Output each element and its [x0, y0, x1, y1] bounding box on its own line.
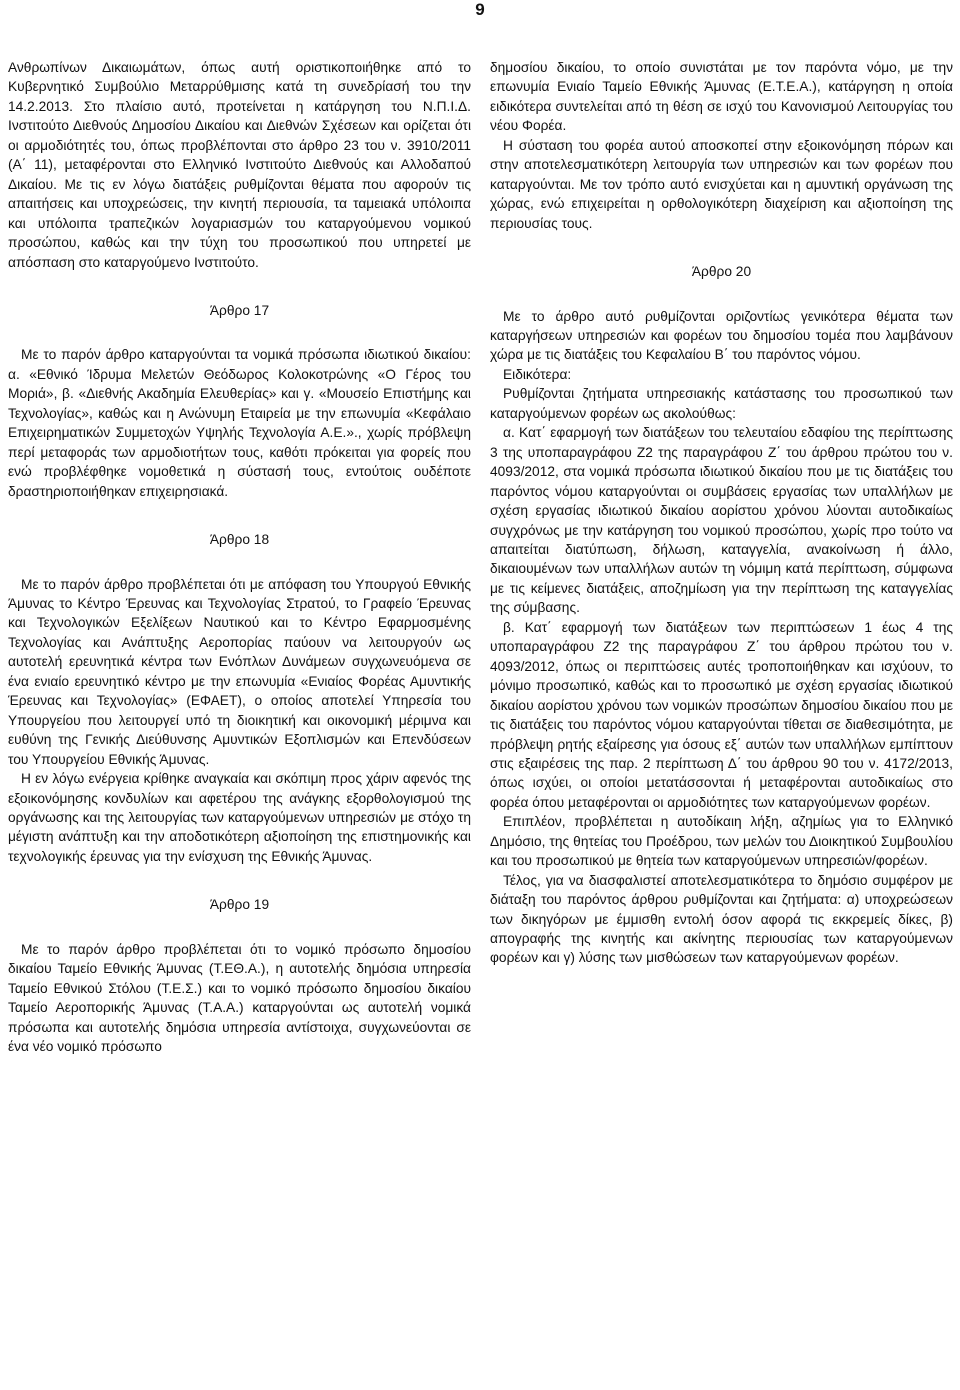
paragraph: Με το παρόν άρθρο καταργούνται τα νομικά πρόσωπα ιδιωτικού δικαίου: α. «Εθνικό Ίδρυμα Μελετών Θεόδωρος Κολοκοτρώνης «Ο Γέρος του Μοριά», β. «Διεθνής Ακαδημία Ελευθερίας» και γ. «Μουσείο Επιστήμης και Τεχνολογίας», καθώς και η Ανώνυμη Εταιρεία με την επωνυμία «Κεφάλαιο Επιχειρηματικών Συμμετοχών Υψηλής Τεχνολογία Α.Ε.»., χωρίς πρόβλεψη περί μεταφοράς των αρμοδιοτήτων τους, καθότι πρόκειται για φορείς που ενώ προβλέφθηκε νομοθετικά η σύστασή τους, εντούτοις ουδέποτε δραστηριοποιήθηκαν επιχειρησιακά.	[8, 347, 471, 499]
article-heading: Άρθρο 19	[209, 897, 270, 913]
article-heading: Άρθρο 17	[209, 302, 270, 318]
paragraph: Τέλος, για να διασφαλιστεί αποτελεσματικότερα το δημόσιο συμφέρον με διάταξη του παρόντος άρθρου ρυθμίζονται και ζητήματα: α) υποχρεώσεων των δικηγόρων με έμμισθη εντολή όσον αφορά τις εκκρεμείς δίκες, β) απογραφής της κινητής και ακίνητης περιουσίας των καταργούμενων φορέων και γ) λύσης των μισθώσεων των καταργούμενων φορέων.	[490, 872, 953, 966]
paragraph: Με το παρόν άρθρο προβλέπεται ότι με απόφαση του Υπουργού Εθνικής Άμυνας το Κέντρο Έρευνας και Τεχνολογίας Στρατού, το Γραφείο Έρευνας και Τεχνολογικών Εξελίξεων Ναυτικού και το Κέντρο Εφαρμοσμένης Τεχνολογίας και Ανάπτυξης Αεροπορίας παύουν να λειτουργούν ως αυτοτελή ερευνητικά κέντρα των Ενόπλων Δυνάμεων συγχωνευόμενα σε ένα ενιαίο ερευνητικό κέντρο με την επωνυμία «Ενιαίος Φορέας Αμυντικής Έρευνας και Τεχνολογίας» (ΕΦΑΕΤ), ο οποίος αποτελεί Υπηρεσία του Υπουργείου που λειτουργεί υπό τη διοικητική και οικονομική μέριμνα και ευθύνη της Γενικής Διεύθυνσης Αμυντικών Εξοπλισμών και Επενδύσεων του Υπουργείου Εθνικής Άμυνας.	[8, 576, 471, 767]
paragraph: Ανθρωπίνων Δικαιωμάτων, όπως αυτή οριστικοποιήθηκε από το Κυβερνητικό Συμβούλιο Μεταρρύθμισης κατά τη συνεδρίασή του την 14.2.2013. Στο πλαίσιο αυτό, προτείνεται η κατάργηση του Ν.Π.Ι.Δ. Ινστιτούτο Διεθνούς Δημοσίου Δικαίου και Διεθνών Σχέσεων και ορίζεται ότι οι αρμοδιότητές του, όπως προβλέπονται στο άρθρο 23 του ν. 3910/2011 (Α΄ 11), μεταφέρονται στο Ελληνικό Ινστιτούτο Διεθνούς και Αλλοδαπού Δικαίου. Με τις εν λόγω διατάξεις ρυθμίζονται θέματα που αφορούν τις απαιτήσεις και υποχρεώσεις, την κινητή περιουσία, τα ταμειακά υπόλοιπα και υπόλοιπα τραπεζικών λογαριασμών του καταργούμενου νομικού προσώπου, καθώς και την τύχη του προσωπικού που υπηρετεί με απόσπαση στο καταργούμενο Ινστιτούτο.	[8, 60, 471, 270]
paragraph: Ρυθμίζονται ζητήματα υπηρεσιακής κατάστασης του προσωπικού των καταργούμενων φορέων ως ακολούθως:	[490, 386, 953, 421]
paragraph: β. Κατ΄ εφαρμογή των διατάξεων των περιπτώσεων 1 έως 4 της υποπαραγράφου Ζ2 της παραγράφου Ζ΄ του άρθρου πρώτου του ν. 4093/2012, όπως οι περιπτώσεις αυτές τροποποιήθηκαν και ισχύουν, το μόνιμο προσωπικό, καθώς και το προσωπικό με σχέση εργασίας ιδιωτικού δικαίου αορίστου χρόνου των νομικών προσώπων δημοσίου δικαίου που με τις διατάξεις του παρόντος νόμου καταργούνται τίθεται σε διαθεσιμότητα, με πρόβλεψη ρητής εξαίρεσης για όσους εξ΄ αυτών των υπαλλήλων εμπίπτουν στις εξαιρέσεις της παρ. 2 περίπτωση Δ΄ του άρθρου 90 του ν. 4172/2013, όπως ισχύει, οι οποίοι μετατάσσονται ή μεταφέρονται αυτοδικαίως στο φορέα όπου μεταφέρονται οι αρμοδιότητες των καταργούμενων φορέων.	[490, 619, 953, 810]
paragraph: Με το παρόν άρθρο προβλέπεται ότι το νομικό πρόσωπο δημοσίου δικαίου Ταμείο Εθνικής Άμυνας (Τ.ΕΘ.Α.), η αυτοτελής δημόσια υπηρεσία Ταμείο Εθνικού Στόλου (Τ.Ε.Σ.) και το νομικό πρόσωπο δημοσίου δικαίου Ταμείο Αεροπορικής Άμυνας (Τ.Α.Α.) καταργούνται ως αυτοτελή νομικά πρόσωπα και αυτοτελής δημόσια υπηρεσία αντίστοιχα, συγχωνεύονται σε ένα νέο νομικό πρόσωπο	[8, 941, 471, 1055]
paragraph: Η εν λόγω ενέργεια κρίθηκε αναγκαία και σκόπιμη προς χάριν αφενός της εξοικονόμησης κονδυλίων και αφετέρου της ανάγκης εξορθολογισμού της οργάνωσης και της λειτουργίας των καταργούμενων υπηρεσιών με στόχο τη μέγιστη ανάπτυξη και την αποδοτικότερη αξιοποίηση της επιστημονικής και τεχνολογικής έρευνας για την ενίσχυση της Εθνικής Άμυνας.	[8, 771, 471, 864]
left-column	[8, 58, 471, 1056]
paragraph: Ειδικότερα:	[503, 366, 572, 382]
paragraph: α. Κατ΄ εφαρμογή των διατάξεων του τελευταίου εδαφίου της περίπτωσης 3 της υποπαραγράφου Ζ2 της παραγράφου Ζ΄ του άρθρου πρώτου του ν. 4093/2012, στα νομικά πρόσωπα ιδιωτικού δικαίου που με τις διατάξεις του παρόντος νόμου καταργούνται οι συμβάσεις εργασίας των υπαλλήλων με σχέση εργασίας ιδιωτικού δικαίου αορίστου χρόνου λύονται αυτοδικαίως συγχρόνως με την κατάργηση του νομικού προσώπου, χωρίς προ τούτο να απαιτείται διατύπωση, δήλωση, καταγγελία, ανακοίνωση ή άλλο, δικαιουμένων των υπαλλήλων αυτών τη νόμιμη κατά περίπτωση, σύμφωνα με τις κείμενες διατάξεις, αποζημίωση για την περίπτωση της καταγγελίας της σύμβασης.	[490, 425, 953, 616]
paragraph: Η σύσταση του φορέα αυτού αποσκοπεί στην εξοικονόμηση πόρων και στην αποτελεσματικότερη λειτουργία των υπηρεσιών και των φορέων που καταργούνται. Με τον τρόπο αυτό ενισχύεται και η αμυντική οργάνωση της χώρας, ενώ επιχειρείται η ορθολογικότερη διαχείριση και αξιοποίηση της περιουσίας τους.	[490, 137, 953, 231]
paragraph: Επιπλέον, προβλέπεται η αυτοδίκαιη λήξη, αζημίως για το Ελληνικό Δημόσιο, της θητείας του Προέδρου, των μελών του Διοικητικού Συμβουλίου και του προσωπικού με θητεία των καταργούμενων υπηρεσιών/φορέων.	[490, 814, 953, 869]
right-column	[490, 58, 953, 968]
paragraph: Με το άρθρο αυτό ρυθμίζονται οριζοντίως γενικότερα θέματα των καταργήσεων υπηρεσιών και φορέων του δημοσίου τομέα που λαμβάνουν χώρα με τις διατάξεις του Κεφαλαίου Β΄ του παρόντος νόμου.	[490, 308, 953, 363]
paragraph: δημοσίου δικαίου, το οποίο συνιστάται με τον παρόντα νόμο, με την επωνυμία Ενιαίο Ταμείο Εθνικής Άμυνας (Ε.Τ.Ε.Α.), κατάργηση η οποία ειδικότερα συντελείται από τη θέση σε ισχύ του Κανονισμού Λειτουργίας του νέου Φορέα.	[490, 60, 953, 134]
article-heading: Άρθρο 20	[691, 264, 752, 280]
page-number: 9	[475, 0, 485, 19]
article-heading: Άρθρο 18	[209, 532, 270, 548]
